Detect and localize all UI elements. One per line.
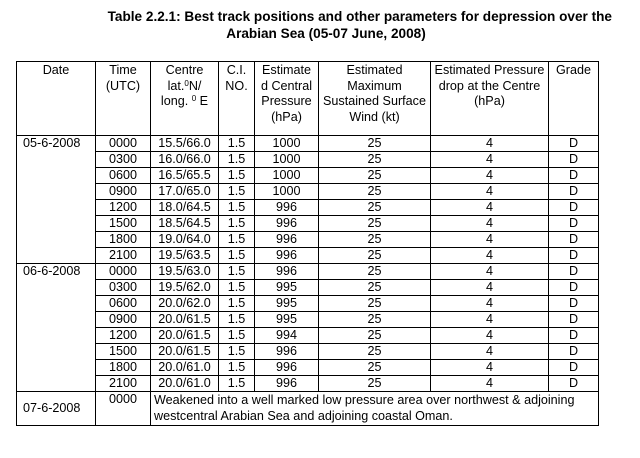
- pressure-cell: 1000: [255, 184, 319, 200]
- ci-cell: 1.5: [219, 152, 255, 168]
- grade-cell: D: [549, 376, 599, 392]
- degree-sup-lat: 0: [184, 78, 189, 88]
- pressure-drop-cell: 4: [431, 344, 549, 360]
- pressure-drop-cell: 4: [431, 328, 549, 344]
- pressure-cell: 994: [255, 328, 319, 344]
- ci-cell: 1.5: [219, 216, 255, 232]
- pressure-cell: 996: [255, 200, 319, 216]
- position-cell: 19.5/62.0: [151, 280, 219, 296]
- wind-cell: 25: [319, 360, 431, 376]
- time-cell: 0900: [96, 312, 151, 328]
- header-grade: Grade: [549, 62, 599, 136]
- ci-cell: 1.5: [219, 328, 255, 344]
- time-cell: 2100: [96, 248, 151, 264]
- ci-cell: 1.5: [219, 184, 255, 200]
- position-cell: 20.0/62.0: [151, 296, 219, 312]
- table-row-remark: [17, 392, 599, 426]
- title-line-1: Table 2.2.1: Best track positions and other parameters for depression over the: [107, 9, 612, 24]
- wind-cell: 25: [319, 152, 431, 168]
- date-cell: 06-6-2008: [17, 264, 96, 392]
- time-cell: 0000: [96, 392, 151, 426]
- pressure-drop-cell: 4: [431, 360, 549, 376]
- header-time: Time (UTC): [96, 62, 151, 136]
- wind-cell: 25: [319, 280, 431, 296]
- time-cell: 0000: [96, 264, 151, 280]
- best-track-table: [16, 61, 599, 426]
- wind-cell: 25: [319, 248, 431, 264]
- header-centre-e: E: [199, 94, 209, 108]
- time-cell: 1800: [96, 232, 151, 248]
- grade-cell: D: [549, 216, 599, 232]
- table-row: [17, 184, 599, 200]
- wind-cell: 25: [319, 200, 431, 216]
- ci-cell: 1.5: [219, 312, 255, 328]
- pressure-cell: 996: [255, 264, 319, 280]
- ci-cell: 1.5: [219, 360, 255, 376]
- time-cell: 1500: [96, 216, 151, 232]
- remark-cell: Weakened into a well marked low pressure area over northwest & adjoining westcentral Arabian Sea and adjoining coastal Oman.: [151, 392, 599, 426]
- pressure-drop-cell: 4: [431, 216, 549, 232]
- ci-cell: 1.5: [219, 248, 255, 264]
- header-pressure: Estimate d Central Pressure (hPa): [255, 62, 319, 136]
- degree-sup-long: 0: [191, 94, 197, 103]
- pressure-cell: 1000: [255, 168, 319, 184]
- pressure-drop-cell: 4: [431, 296, 549, 312]
- pressure-drop-cell: 4: [431, 312, 549, 328]
- table-row: [17, 152, 599, 168]
- position-cell: 20.0/61.0: [151, 360, 219, 376]
- wind-cell: 25: [319, 264, 431, 280]
- table-row: [17, 328, 599, 344]
- ci-cell: 1.5: [219, 136, 255, 152]
- table-row: [17, 376, 599, 392]
- time-cell: 1200: [96, 200, 151, 216]
- table-row: [17, 168, 599, 184]
- position-cell: 19.5/63.0: [151, 264, 219, 280]
- pressure-drop-cell: 4: [431, 264, 549, 280]
- position-cell: 16.0/66.0: [151, 152, 219, 168]
- header-drop: Estimated Pressure drop at the Centre (hPa): [431, 62, 549, 136]
- pressure-drop-cell: 4: [431, 232, 549, 248]
- pressure-drop-cell: 4: [431, 136, 549, 152]
- position-cell: 19.5/63.5: [151, 248, 219, 264]
- date-cell: 05-6-2008: [17, 136, 96, 264]
- grade-cell: D: [549, 184, 599, 200]
- wind-cell: 25: [319, 328, 431, 344]
- pressure-drop-cell: 4: [431, 152, 549, 168]
- grade-cell: D: [549, 232, 599, 248]
- wind-cell: 25: [319, 296, 431, 312]
- date-cell: 07-6-2008: [17, 392, 96, 426]
- time-cell: 1200: [96, 328, 151, 344]
- header-date: Date: [17, 62, 96, 136]
- wind-cell: 25: [319, 168, 431, 184]
- time-cell: 2100: [96, 376, 151, 392]
- grade-cell: D: [549, 152, 599, 168]
- grade-cell: D: [549, 168, 599, 184]
- pressure-drop-cell: 4: [431, 248, 549, 264]
- wind-cell: 25: [319, 184, 431, 200]
- ci-cell: 1.5: [219, 296, 255, 312]
- position-cell: 18.0/64.5: [151, 200, 219, 216]
- table-row: [17, 344, 599, 360]
- ci-cell: 1.5: [219, 232, 255, 248]
- table-row: [17, 200, 599, 216]
- pressure-cell: 996: [255, 232, 319, 248]
- time-cell: 0300: [96, 280, 151, 296]
- time-cell: 0600: [96, 296, 151, 312]
- header-centre: [151, 62, 219, 136]
- pressure-drop-cell: 4: [431, 184, 549, 200]
- table-title: [40, 8, 612, 42]
- pressure-cell: 996: [255, 360, 319, 376]
- grade-cell: D: [549, 280, 599, 296]
- table-row: [17, 216, 599, 232]
- position-cell: 20.0/61.5: [151, 344, 219, 360]
- time-cell: 0900: [96, 184, 151, 200]
- table-row: [17, 264, 599, 280]
- position-cell: 20.0/61.5: [151, 328, 219, 344]
- pressure-cell: 995: [255, 280, 319, 296]
- wind-cell: 25: [319, 344, 431, 360]
- pressure-drop-cell: 4: [431, 200, 549, 216]
- header-centre-long: N/ long.: [160, 78, 202, 108]
- pressure-drop-cell: 4: [431, 376, 549, 392]
- pressure-cell: 1000: [255, 152, 319, 168]
- title-line-2: Arabian Sea (05-07 June, 2008): [226, 26, 426, 41]
- grade-cell: D: [549, 136, 599, 152]
- pressure-cell: 995: [255, 296, 319, 312]
- ci-cell: 1.5: [219, 168, 255, 184]
- position-cell: 16.5/65.5: [151, 168, 219, 184]
- position-cell: 15.5/66.0: [151, 136, 219, 152]
- time-cell: 1500: [96, 344, 151, 360]
- table-row: [17, 296, 599, 312]
- position-cell: 19.0/64.0: [151, 232, 219, 248]
- table-row: [17, 280, 599, 296]
- ci-cell: 1.5: [219, 376, 255, 392]
- grade-cell: D: [549, 328, 599, 344]
- position-cell: 18.5/64.5: [151, 216, 219, 232]
- pressure-cell: 1000: [255, 136, 319, 152]
- table-row: [17, 312, 599, 328]
- header-ci: C.I. NO.: [219, 62, 255, 136]
- pressure-cell: 996: [255, 248, 319, 264]
- wind-cell: 25: [319, 232, 431, 248]
- wind-cell: 25: [319, 216, 431, 232]
- grade-cell: D: [549, 360, 599, 376]
- table-row: [17, 136, 599, 152]
- ci-cell: 1.5: [219, 280, 255, 296]
- time-cell: 0600: [96, 168, 151, 184]
- ci-cell: 1.5: [219, 200, 255, 216]
- position-cell: 17.0/65.0: [151, 184, 219, 200]
- time-cell: 0000: [96, 136, 151, 152]
- time-cell: 1800: [96, 360, 151, 376]
- header-centre-lat: Centre lat.: [165, 63, 204, 93]
- header-row: [17, 62, 599, 136]
- wind-cell: 25: [319, 376, 431, 392]
- grade-cell: D: [549, 312, 599, 328]
- pressure-cell: 995: [255, 312, 319, 328]
- pressure-cell: 996: [255, 216, 319, 232]
- time-cell: 0300: [96, 152, 151, 168]
- wind-cell: 25: [319, 312, 431, 328]
- grade-cell: D: [549, 264, 599, 280]
- table-row: [17, 360, 599, 376]
- grade-cell: D: [549, 248, 599, 264]
- table-row: [17, 232, 599, 248]
- header-wind: Estimated Maximum Sustained Surface Wind (kt): [319, 62, 431, 136]
- position-cell: 20.0/61.5: [151, 312, 219, 328]
- wind-cell: 25: [319, 136, 431, 152]
- ci-cell: 1.5: [219, 264, 255, 280]
- grade-cell: D: [549, 296, 599, 312]
- table-row: [17, 248, 599, 264]
- pressure-cell: 996: [255, 344, 319, 360]
- pressure-drop-cell: 4: [431, 168, 549, 184]
- pressure-drop-cell: 4: [431, 280, 549, 296]
- grade-cell: D: [549, 200, 599, 216]
- grade-cell: D: [549, 344, 599, 360]
- pressure-cell: 996: [255, 376, 319, 392]
- ci-cell: 1.5: [219, 344, 255, 360]
- position-cell: 20.0/61.0: [151, 376, 219, 392]
